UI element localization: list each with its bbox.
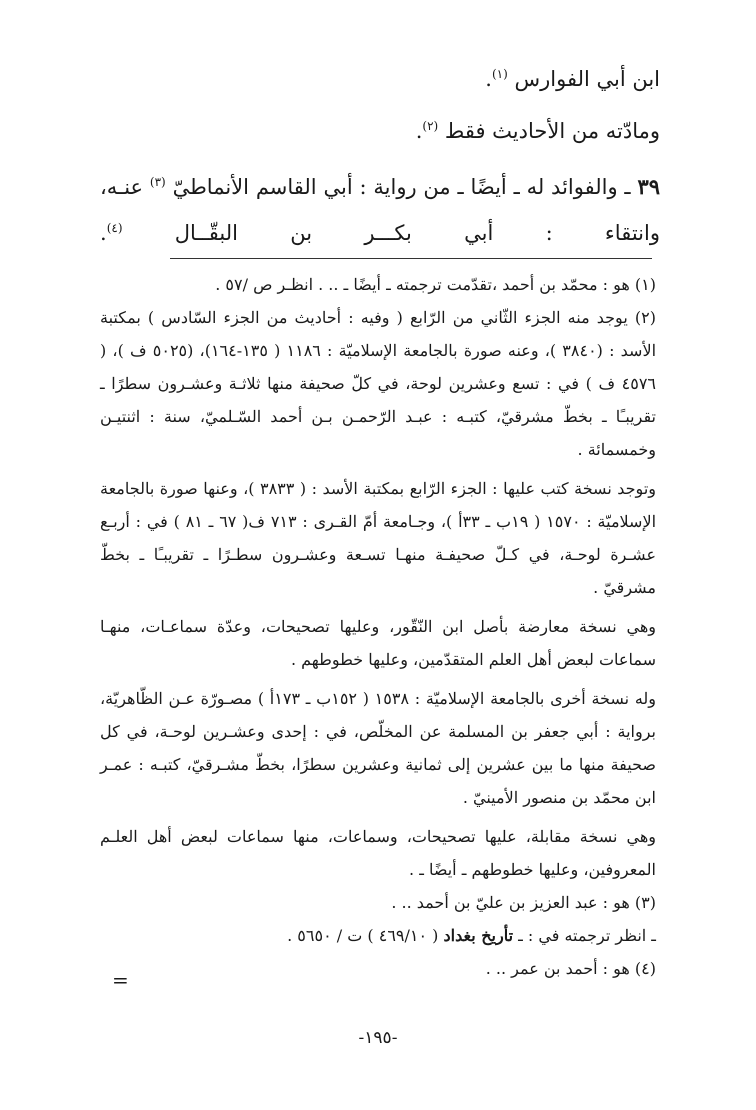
footnote-2-para-5: وهي نسخة مقابلة، عليها تصحيحات، وسماعات، منها سماعات لبعض أهل العلـم المعروفين، وعليها خطوطهم ـ أيضًا ـ . xyxy=(100,827,656,879)
footnote-3-ref xyxy=(100,919,656,952)
entry-end: . xyxy=(100,221,107,245)
continuation-mark: = xyxy=(112,968,129,992)
entry-text-a: ـ والفوائد له ـ أيضًا ـ من رواية : أبي القاسم الأنماطيّ xyxy=(172,175,631,199)
entry-text-c: وانتقاء : أبي بكـــر بن البقّــال xyxy=(174,221,660,245)
entry-number: ٣٩ xyxy=(637,174,660,199)
footnote-2-para-2: وتوجد نسخة كتب عليها : الجزء الرّابع بمكتبة الأسد : ( ٣٨٣٣ )، وعنها صورة بالجامعة الإسلاميّة : ١٥٧٠ ( ١٩ب ـ ٣٣أ )، وجـامعة أمّ القـرى : ٧١٣ ف( ٦٧ ـ ٨١ ) في : أربـع عشـرة لوحـة، في كـلّ صحيفـة منهـا تسـعة وعشـرون سطـرًا ـ تقريبـًا ـ بخطّ مشرقيّ . xyxy=(100,479,657,597)
line-2-end: . xyxy=(415,119,423,143)
footnote-2: (٢) يوجد منه الجزء الثّاني من الرّابع ( وفيه : أحاديث من الجزء السّادس ) بمكتبة الأسد : (٣٨٤٠ )، وعنه صورة بالجامعة الإسلاميّة : ١١٨٦ ( ١٣٥-١٦٤)، (٥٠٢٥ ف )، ( ٤٥٧٦ ف ) في : تسع وعشرين لوحة، في كلّ صحيفة منها ثلاثـة وعشـرون سطرًا ـ تقريبـًا ـ بخطّ مشرقيّ، كتبـه : عبـد الرّحمـن بـن أحمد السّـلميّ، سنة : اثنتيـن وخمسمائة . xyxy=(100,308,657,459)
footnote-2-para-3: وهي نسخة معارضة بأصل ابن النّقّور، وعليها تصحيحات، وعدّة سماعـات، منهـا سماعات لبعض أهل العلم المتقدّمين، وعليها خطوطهم . xyxy=(100,617,657,669)
book-title: تأريخ بغداد xyxy=(443,926,514,945)
main-text xyxy=(100,56,660,256)
footnote-divider xyxy=(170,258,652,259)
footnote-4: (٤) هو : أحمد بن عمر .. . xyxy=(485,959,656,978)
footnote-3-ref-post: ( ٤٦٩/١٠ ) ت / ٥٦٥٠ . xyxy=(287,926,444,945)
page-number: -١٩٥- xyxy=(358,1028,398,1048)
footnote-3: (٣) هو : عبد العزيز بن عليّ بن أحمد .. . xyxy=(391,893,656,912)
footnote-1: (١) هو : محمّد بن أحمد ،تقدّمت ترجمته ـ أيضًا ـ .. . انظـر ص /٥٧ . xyxy=(215,275,656,294)
footnote-ref-4: (٤) xyxy=(106,221,123,235)
line-2-text: ومادّته من الأحاديث فقط xyxy=(444,119,660,143)
line-1-end: . xyxy=(485,67,492,91)
footnote-2-para-4: وله نسخة أخرى بالجامعة الإسلاميّة : ١٥٣٨ ( ١٥٢ب ـ ١٧٣أ ) مصـورّة عـن الظّاهريّة، برواية : أبي جعفر بن المسلمة عن المخلّص، في : إحدى وعشـرين لوحـة، في كل صحيفة منها ما بين عشرين إلى ثمانية وعشرين سطرًا، بخطّ مشـرقيّ، كتبـه : عمـر ابن محمّد بن منصور الأمينيّ . xyxy=(100,689,656,807)
footnote-ref-2: (٢) xyxy=(422,119,439,133)
main-entry-39 xyxy=(100,164,660,256)
footnote-3-ref-pre: ـ انظر ترجمته في : ـ xyxy=(513,926,656,945)
main-line-2 xyxy=(100,108,660,154)
footnote-ref-3: (٣) xyxy=(149,175,166,189)
main-line-1 xyxy=(100,56,660,102)
entry-text-b: عنـه، xyxy=(100,175,144,199)
footnotes xyxy=(100,268,656,985)
line-1-text: ابن أبي الفوارس xyxy=(514,67,660,91)
footnote-ref-1: (١) xyxy=(491,67,508,81)
